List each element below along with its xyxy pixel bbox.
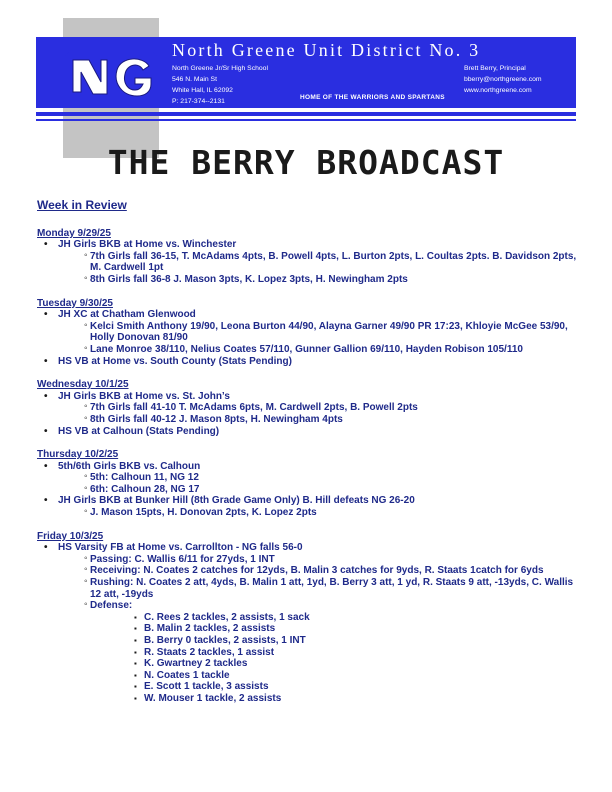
event-item: • 5th/6th Girls BKB vs. Calhoun bbox=[37, 461, 582, 473]
day-list bbox=[37, 228, 582, 705]
day-heading: Tuesday 9/30/25 bbox=[37, 297, 113, 309]
event-detail: ◦ Defense: bbox=[37, 600, 582, 612]
event-item: • JH Girls BKB at Home vs. St. John’s bbox=[37, 391, 582, 403]
event-detail: ◦ 7th Girls fall 41-10 T. McAdams 6pts, M. Cardwell 2pts, B. Powell 2pts bbox=[37, 402, 582, 414]
stat-line: ▪ R. Staats 2 tackles, 1 assist bbox=[37, 647, 582, 659]
event-detail: ◦ 6th: Calhoun 28, NG 17 bbox=[37, 484, 582, 496]
day-heading: Wednesday 10/1/25 bbox=[37, 379, 129, 391]
address-line-2: White Hall, IL 62092 bbox=[172, 87, 233, 94]
school-website[interactable]: www.northgreene.com bbox=[464, 87, 532, 94]
event-item: • HS VB at Calhoun (Stats Pending) bbox=[37, 426, 582, 438]
principal-contact-block bbox=[464, 63, 542, 96]
stat-line: ▪ K. Gwartney 2 tackles bbox=[37, 658, 582, 670]
tagline: HOME OF THE WARRIORS AND SPARTANS bbox=[300, 94, 445, 101]
stat-line: ▪ B. Malin 2 tackles, 2 assists bbox=[37, 623, 582, 635]
school-name: North Greene Jr/Sr High School bbox=[172, 65, 268, 72]
stat-line: ▪ C. Rees 2 tackles, 2 assists, 1 sack bbox=[37, 612, 582, 624]
day-heading: Friday 10/3/25 bbox=[37, 530, 104, 542]
event-detail: ◦ 8th Girls fall 40-12 J. Mason 8pts, H. Newingham 4pts bbox=[37, 414, 582, 426]
day-section bbox=[37, 379, 582, 437]
event-detail: ◦ Passing: C. Wallis 6/11 for 27yds, 1 INT bbox=[37, 554, 582, 566]
day-section bbox=[37, 298, 582, 368]
stat-line: ▪ N. Coates 1 tackle bbox=[37, 670, 582, 682]
event-item: • HS VB at Home vs. South County (Stats Pending) bbox=[37, 356, 582, 368]
day-heading: Monday 9/29/25 bbox=[37, 227, 111, 239]
ng-logo-icon bbox=[63, 48, 159, 106]
newsletter-title: THE BERRY BROADCAST bbox=[107, 143, 505, 182]
district-name: North Greene Unit District No. 3 bbox=[172, 40, 481, 60]
letterhead-stripe-thin bbox=[36, 119, 576, 121]
principal-email[interactable]: bberry@northgreene.com bbox=[464, 76, 542, 83]
stat-line: ▪ E. Scott 1 tackle, 3 assists bbox=[37, 681, 582, 693]
stat-line: ▪ W. Mouser 1 tackle, 2 assists bbox=[37, 693, 582, 705]
event-item: • JH Girls BKB at Home vs. Winchester bbox=[37, 239, 582, 251]
letterhead-stripe bbox=[36, 112, 576, 116]
event-detail: ◦ 5th: Calhoun 11, NG 12 bbox=[37, 472, 582, 484]
event-detail: ◦ J. Mason 15pts, H. Donovan 2pts, K. Lopez 2pts bbox=[37, 507, 582, 519]
day-section bbox=[37, 531, 582, 705]
event-detail: ◦ Receiving: N. Coates 2 catches for 12yds, B. Malin 3 catches for 9yds, R. Staats 1catch for 6yds bbox=[37, 565, 582, 577]
phone-number: P: 217-374--2131 bbox=[172, 98, 225, 105]
school-address-block bbox=[172, 63, 268, 107]
event-detail: ◦ 7th Girls fall 36-15, T. McAdams 4pts, B. Powell 4pts, L. Burton 2pts, L. Coultas 2pts. B. Davidson 2pts, M. Cardwell 1pt bbox=[37, 251, 582, 274]
event-item: • JH XC at Chatham Glenwood bbox=[37, 309, 582, 321]
day-section bbox=[37, 449, 582, 519]
stat-line: ▪ B. Berry 0 tackles, 2 assists, 1 INT bbox=[37, 635, 582, 647]
day-section bbox=[37, 228, 582, 286]
principal-name: Brett Berry, Principal bbox=[464, 65, 526, 72]
section-title: Week in Review bbox=[37, 198, 127, 212]
event-item: • JH Girls BKB at Bunker Hill (8th Grade Game Only) B. Hill defeats NG 26-20 bbox=[37, 495, 582, 507]
event-detail: ◦ 8th Girls fall 36-8 J. Mason 3pts, K. Lopez 3pts, H. Newingham 2pts bbox=[37, 274, 582, 286]
event-detail: ◦ Rushing: N. Coates 2 att, 4yds, B. Malin 1 att, 1yd, B. Berry 3 att, 1 yd, R. Staats 9 att, -13yds, C. Wallis 12 att, -19yds bbox=[37, 577, 582, 600]
newsletter-body bbox=[37, 200, 582, 717]
address-line-1: 546 N. Main St bbox=[172, 76, 217, 83]
day-heading: Thursday 10/2/25 bbox=[37, 449, 119, 461]
event-item: • HS Varsity FB at Home vs. Carrollton - NG falls 56-0 bbox=[37, 542, 582, 554]
event-detail: ◦ Kelci Smith Anthony 19/90, Leona Burton 44/90, Alayna Garner 49/90 PR 17:23, Khloyie McGee 53/90, Holly Donovan 81/90 bbox=[37, 321, 582, 344]
event-detail: ◦ Lane Monroe 38/110, Nelius Coates 57/110, Gunner Gallion 69/110, Hayden Robison 105/110 bbox=[37, 344, 582, 356]
